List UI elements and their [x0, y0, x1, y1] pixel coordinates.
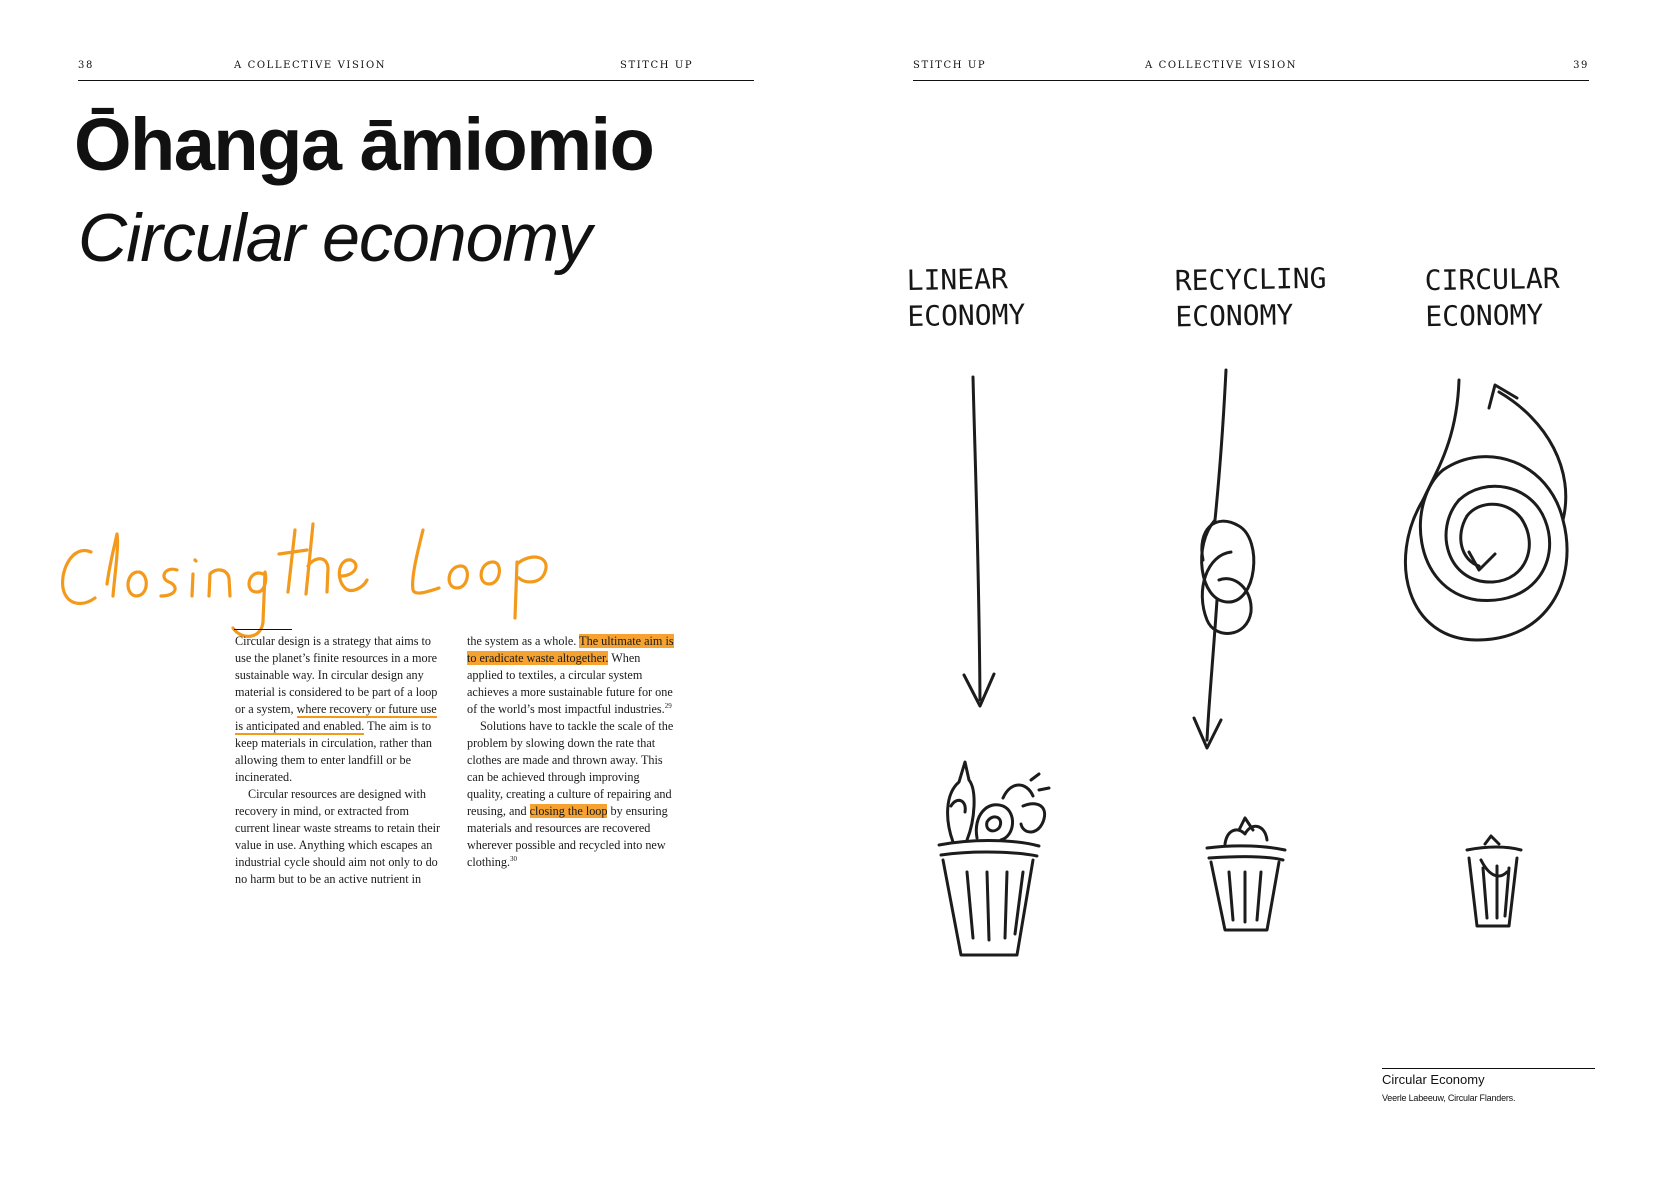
paragraph-text: The aim is to keep materials in circulation, rather than allowing them to enter landfill or be incinerated. [235, 719, 432, 784]
underlined-phrase: where recovery or future use is anticipated and enabled. [235, 702, 437, 733]
diagram-label-recycling: RECYCLING ECONOMY [1174, 261, 1327, 334]
figure-caption [1382, 1068, 1595, 1103]
page-title-english: Circular economy [78, 200, 592, 276]
running-head-section: A COLLECTIVE VISION [1145, 60, 1298, 71]
caption-credit: Veerle Labeeuw, Circular Flanders. [1382, 1093, 1516, 1103]
footnote-ref: 30 [510, 854, 517, 863]
running-head-publication: STITCH UP [620, 60, 694, 71]
paragraph-text: When applied to textiles, a circular system achieves a more sustainable future for one of the world’s most impactful industries. [467, 651, 673, 716]
page-number: 39 [1573, 60, 1589, 71]
highlighted-phrase: closing the loop [529, 804, 608, 818]
circular-bin-minimal-icon [1467, 836, 1521, 926]
right-page [827, 0, 1654, 1181]
circular-spiral-arrow [1405, 380, 1567, 640]
diagram-label-linear: LINEAR ECONOMY [906, 262, 1026, 334]
body-column-1 [235, 633, 445, 888]
linear-bin-overflowing-icon [939, 762, 1049, 955]
paragraph-text: Solutions have to tackle the scale of the problem by slowing down the rate that clothes are made and thrown away. This can be achieved through improving quality, creating a culture of repairing and reusing, and [467, 719, 674, 818]
page-number: 38 [78, 60, 94, 71]
running-head-left [78, 58, 754, 81]
caption-title: Circular Economy [1382, 1072, 1485, 1087]
column-rule [234, 629, 292, 630]
recycling-arrow [1194, 370, 1254, 748]
paragraph-text: Circular resources are designed with recovery in mind, or extracted from current linear waste streams to retain their value in use. Anything which escapes an industrial cycle should aim not only to do no harm but to be an active nutrient in [235, 787, 441, 886]
running-head-publication: STITCH UP [913, 60, 987, 71]
paragraph-text: the system as a whole. [467, 634, 577, 648]
economy-diagrams [827, 0, 1654, 1181]
handwritten-heading [55, 522, 585, 642]
diagram-label-circular: CIRCULAR ECONOMY [1424, 261, 1560, 334]
recycling-bin-half-icon [1207, 818, 1285, 930]
body-column-2 [467, 633, 677, 871]
page-title-maori: Ōhanga āmiomio [74, 103, 654, 186]
footnote-ref: 29 [664, 701, 672, 710]
highlighted-phrase: The ultimate aim is to eradicate waste altogether. [467, 634, 674, 665]
paragraph-text: Circular design is a strategy that aims to use the planet’s finite resources in a more sustainable way. In circular design any material is considered to be part of a loop or a system, [235, 634, 438, 716]
linear-arrow [964, 377, 994, 706]
running-head-section: A COLLECTIVE VISION [234, 60, 387, 71]
paragraph-text: by ensuring materials and resources are recovered wherever possible and recycled into new clothing. [467, 804, 668, 869]
